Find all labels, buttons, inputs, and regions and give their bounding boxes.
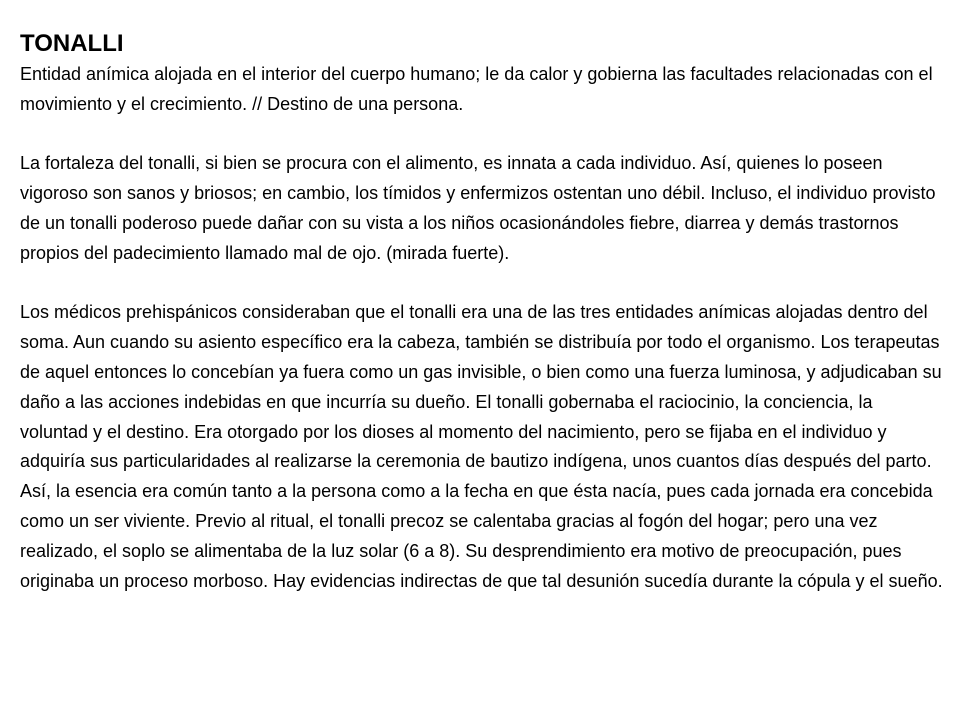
slide-content — [20, 28, 944, 596]
slide-title: TONALLI — [20, 30, 124, 57]
paragraph-medicine: Los médicos prehispánicos consideraban que el tonalli era una de las tres entidades anímicas alojadas dentro del soma. Aun cuando su asiento específico era la cabeza, también se distribuía por todo el organismo. Los terapeutas de aquel entonces lo concebían ya fuera como un gas invisible, o bien como una fuerza luminosa, y adjudicaban su daño a las acciones indebidas en que incurría su dueño. El tonalli gobernaba el raciocinio, la conciencia, la voluntad y el destino. Era otorgado por los dioses al momento del nacimiento, pero se fijaba en el individuo y adquiría sus particularidades al realizarse la ceremonia de bautizo indígena, unos cuantos días después del parto. Así, la esencia era común tanto a la persona como a la fecha en que ésta nacía, pues cada jornada era concebida como un ser viviente. Previo al ritual, el tonalli precoz se calentaba gracias al fogón del hogar; pero una vez realizado, el soplo se alimentaba de la luz solar (6 a 8). Su desprendimiento era motivo de preocupación, pues originaba un proceso morboso. Hay evidencias indirectas de que tal desunión sucedía durante la cópula y el sueño. — [20, 302, 943, 591]
paragraph-strength: La fortaleza del tonalli, si bien se procura con el alimento, es innata a cada individuo. Así, quienes lo poseen vigoroso son sanos y briosos; en cambio, los tímidos y enfermizos ostentan uno débil. Incluso, el individuo provisto de un tonalli poderoso puede dañar con su vista a los niños ocasionándoles fiebre, diarrea y demás trastornos propios del padecimiento llamado mal de ojo. (mirada fuerte). — [20, 153, 936, 263]
paragraph-spacer — [20, 120, 944, 150]
definition-text: Entidad anímica alojada en el interior del cuerpo humano; le da calor y gobierna las facultades relacionadas con el movimiento y el crecimiento. // Destino de una persona. — [20, 64, 933, 114]
paragraph-spacer — [20, 269, 944, 299]
